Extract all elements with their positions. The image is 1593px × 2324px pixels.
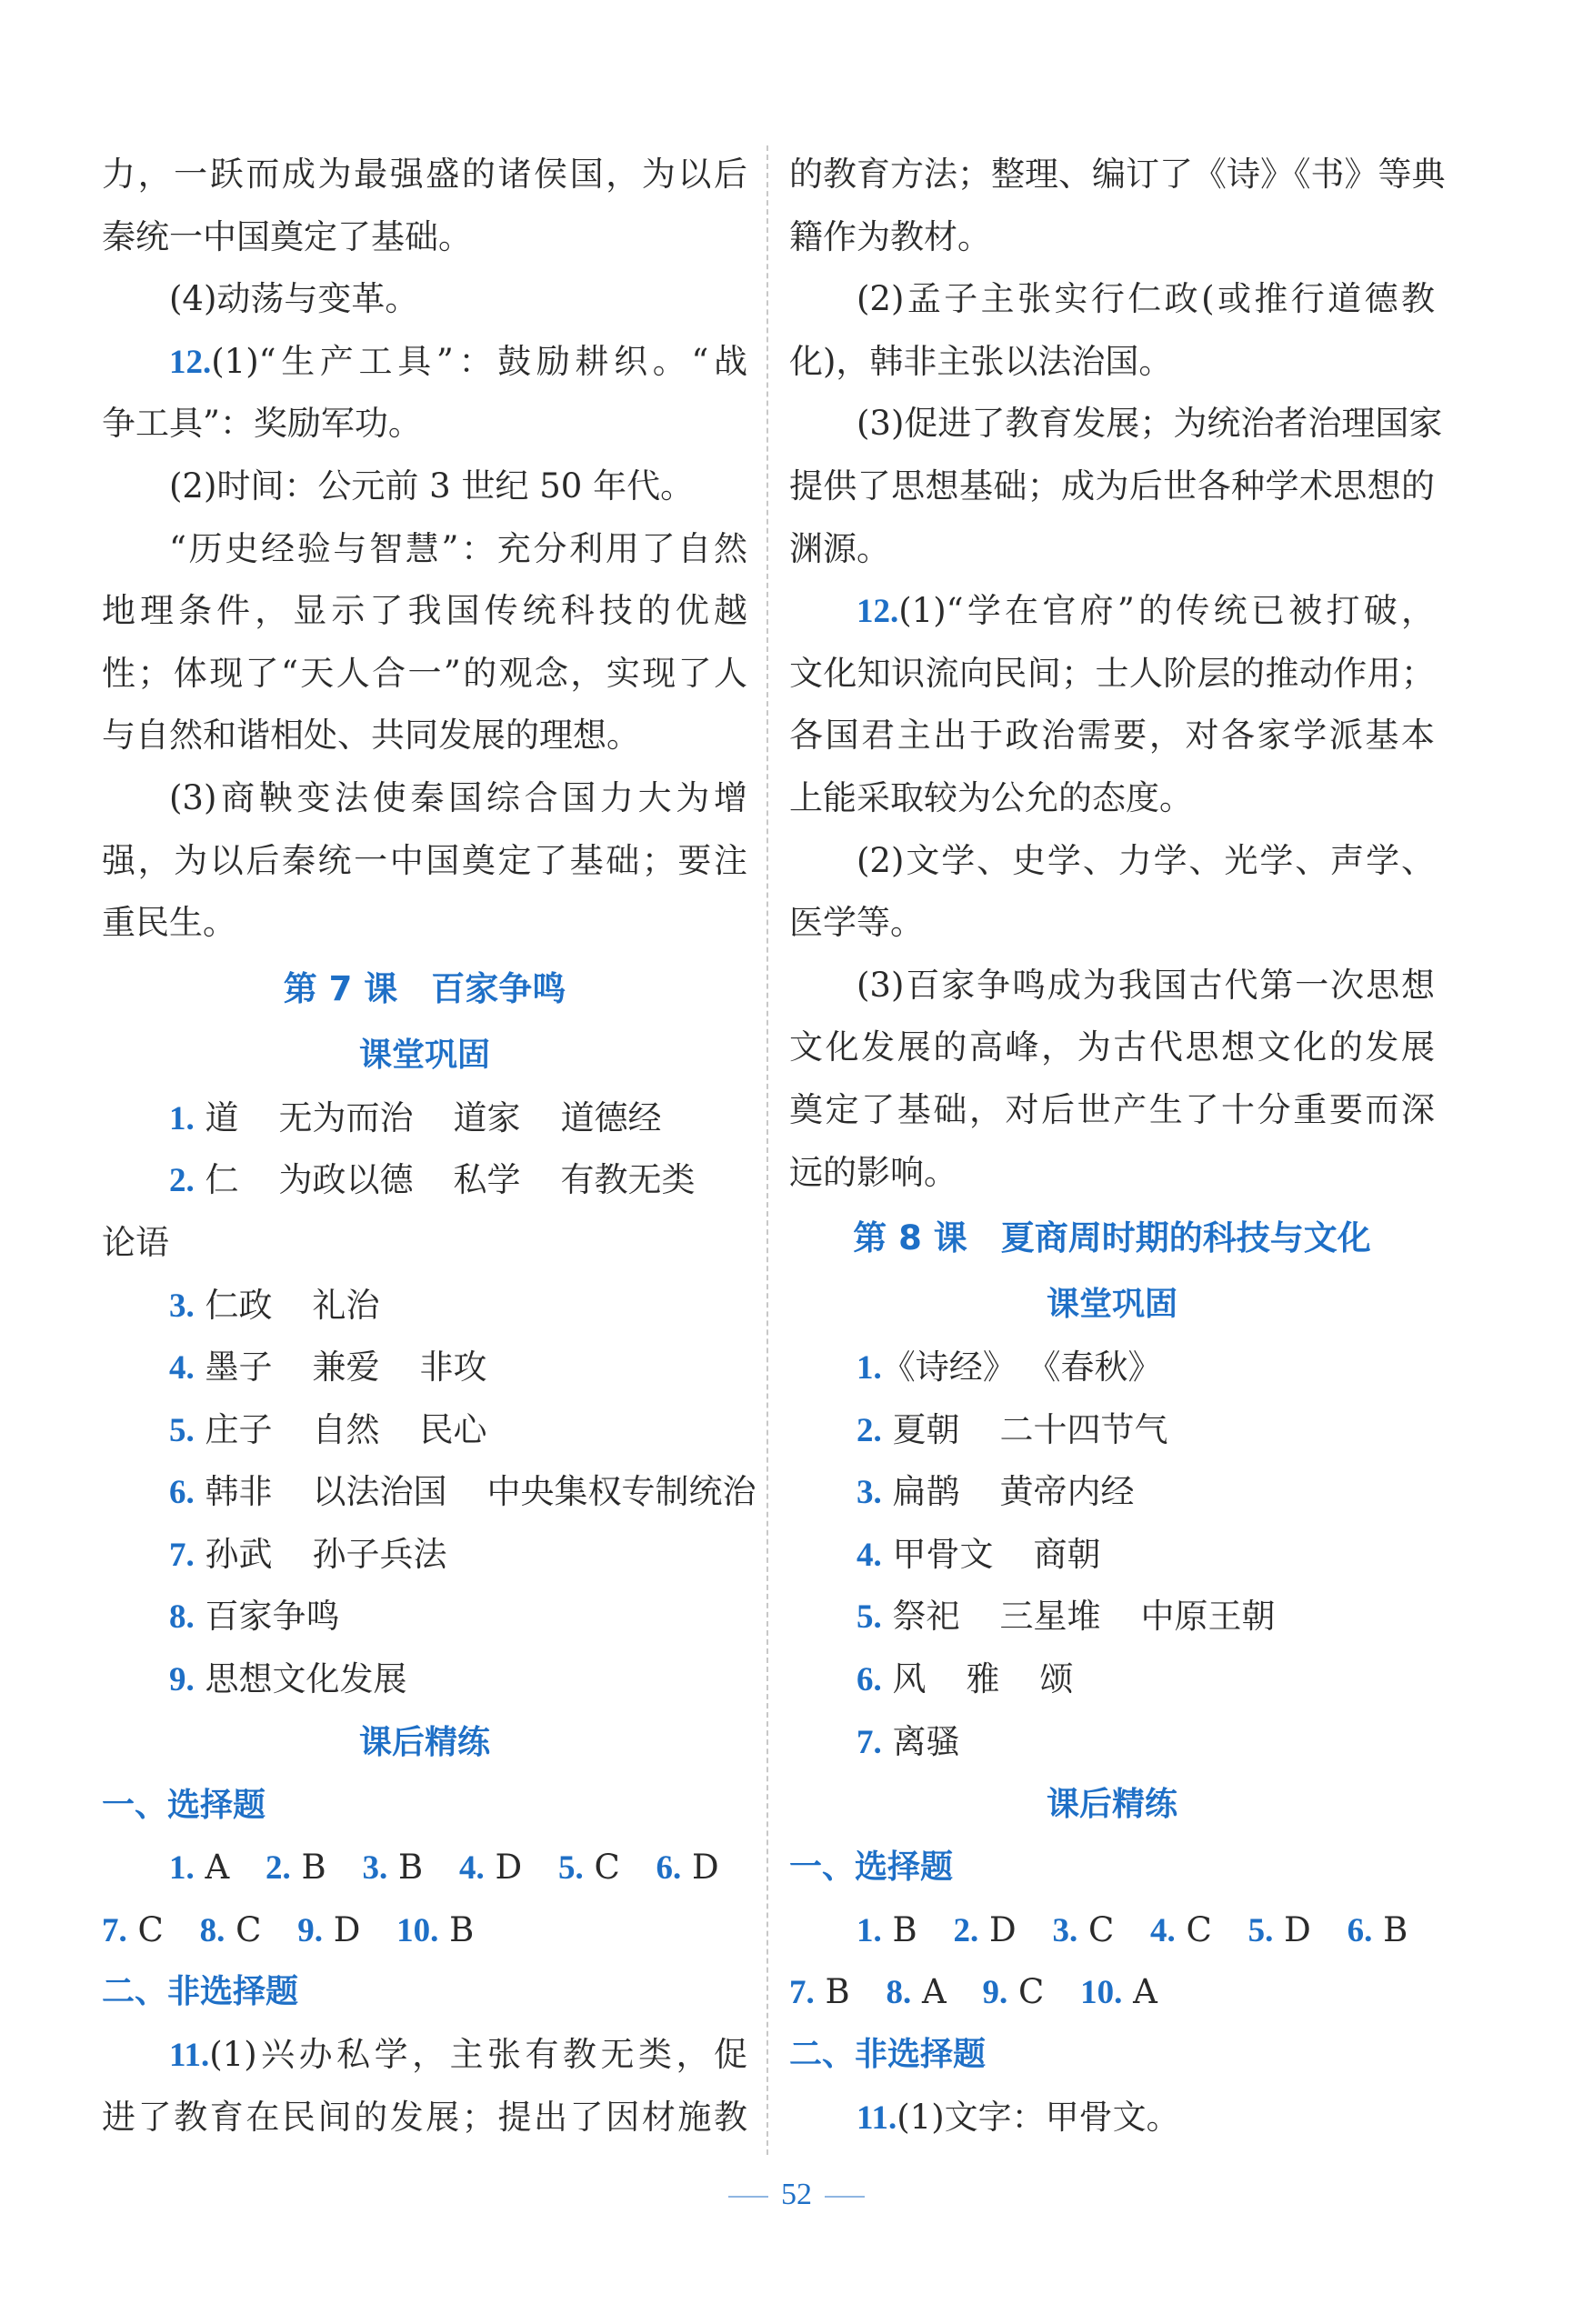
list-item: 6. 韩非 以法治国 中央集权专制统治 bbox=[169, 1472, 756, 1512]
left-column bbox=[102, 144, 756, 2149]
text-line: 远的影响。 bbox=[789, 1152, 957, 1192]
open-question-heading: 二、非选择题 bbox=[789, 2036, 987, 2074]
list-item: 4. 甲骨文 商朝 bbox=[857, 1534, 1101, 1574]
text-line: 的教育方法；整理、编订了《诗》《书》等典 bbox=[789, 155, 1446, 194]
list-item: 6. 风 雅 颂 bbox=[857, 1659, 1074, 1699]
text-line: 文化发展的高峰，为古代思想文化的发展 bbox=[789, 1027, 1435, 1067]
text-line: (4)动荡与变革。 bbox=[169, 279, 419, 319]
list-item: 1.《诗经》 《春秋》 bbox=[857, 1347, 1162, 1387]
text-line: 文化知识流向民间；士人阶层的推动作用； bbox=[789, 653, 1435, 693]
multiple-choice-heading: 一、选择题 bbox=[102, 1786, 266, 1824]
text-line: 强，为以后秦统一中国奠定了基础；要注 bbox=[102, 840, 747, 880]
text-line: 医学等。 bbox=[789, 903, 924, 943]
text-line: (3)百家争鸣成为我国古代第一次思想 bbox=[857, 965, 1435, 1005]
list-item: 2. 仁 为政以德 私学 有教无类 bbox=[169, 1160, 696, 1200]
list-item: 1. 道 无为而治 道家 道德经 bbox=[169, 1097, 662, 1137]
list-item: 2. 夏朝 二十四节气 bbox=[857, 1409, 1168, 1449]
list-item: 3. 仁政 礼治 bbox=[169, 1285, 380, 1325]
text-line: 地理条件，显示了我国传统科技的优越 bbox=[102, 591, 747, 631]
text-line: “历史经验与智慧”：充分利用了自然 bbox=[169, 528, 747, 568]
list-item: 5. 祭祀 三星堆 中原王朝 bbox=[857, 1597, 1276, 1637]
section-heading-practice: 课后精练 bbox=[358, 1723, 490, 1761]
lesson-7-title: 第 7 课 百家争鸣 bbox=[283, 968, 566, 1008]
list-item: 5. 庄子 自然 民心 bbox=[169, 1409, 487, 1449]
text-line: 奠定了基础，对后世产生了十分重要而深 bbox=[789, 1089, 1435, 1129]
list-item: 3. 扁鹊 黄帝内经 bbox=[857, 1472, 1135, 1512]
page-number-dash bbox=[728, 2196, 768, 2198]
text-line: 论语 bbox=[102, 1222, 169, 1262]
list-item: 8. 百家争鸣 bbox=[169, 1597, 340, 1637]
text-line: (2)时间：公元前 3 世纪 50 年代。 bbox=[169, 466, 695, 506]
text-line: 争工具”：奖励军功。 bbox=[102, 404, 422, 444]
list-item: 9. 思想文化发展 bbox=[169, 1659, 407, 1699]
list-item: 7. 孙武 孙子兵法 bbox=[169, 1534, 447, 1574]
right-column bbox=[789, 144, 1446, 2149]
answer-12 bbox=[102, 331, 747, 394]
mc-answers-row: 7. B 8. A 9. C 10. A bbox=[789, 1972, 1157, 2012]
text-line: 进了教育在民间的发展；提出了因材施教 bbox=[102, 2097, 747, 2137]
question-number: 12. bbox=[169, 343, 212, 381]
section-heading-practice: 课后精练 bbox=[1046, 1786, 1177, 1824]
mc-answers-row: 1. B 2. D 3. C 4. C 5. D 6. B bbox=[857, 1909, 1408, 1949]
column-divider bbox=[766, 145, 768, 2155]
answer-11: 11.(1)兴办私学，主张有教无类，促 bbox=[169, 2035, 747, 2075]
text-line: 各国君主出于政治需要，对各家学派基本 bbox=[789, 716, 1435, 756]
multiple-choice-heading: 一、选择题 bbox=[789, 1848, 954, 1887]
text-line: 重民生。 bbox=[102, 903, 236, 943]
text-line: 上能采取较为公允的态度。 bbox=[789, 777, 1193, 817]
text-line: 提供了思想基础；成为后世各种学术思想的 bbox=[789, 466, 1435, 506]
text-line: 渊源。 bbox=[789, 528, 890, 568]
answer-12: 12.(1)“学在官府”的传统已被打破， bbox=[857, 591, 1435, 631]
open-question-heading: 二、非选择题 bbox=[102, 1973, 299, 2011]
text-line: 力，一跃而成为最强盛的诸侯国，为以后 bbox=[102, 155, 747, 194]
text-line: (2)文学、史学、力学、光学、声学、 bbox=[857, 840, 1435, 880]
page-number-dash bbox=[825, 2196, 865, 2198]
list-item: 4. 墨子 兼爱 非攻 bbox=[169, 1347, 487, 1387]
list-item: 7. 离骚 bbox=[857, 1721, 960, 1761]
section-heading-consolidate: 课堂巩固 bbox=[358, 1036, 490, 1074]
text-line: (3)商鞅变法使秦国综合国力大为增 bbox=[169, 777, 747, 817]
page-number: 52 bbox=[0, 2178, 1593, 2212]
text-line: 与自然和谐相处、共同发展的理想。 bbox=[102, 716, 640, 756]
text-line: 籍作为教材。 bbox=[789, 216, 991, 256]
text-line: 性；体现了“天人合一”的观念，实现了人 bbox=[102, 653, 747, 693]
section-heading-consolidate: 课堂巩固 bbox=[1046, 1286, 1177, 1324]
text-line: (3)促进了教育发展；为统治者治理国家 bbox=[857, 404, 1443, 444]
lesson-8-title: 第 8 课 夏商周时期的科技与文化 bbox=[853, 1218, 1371, 1258]
text-line: 化)，韩非主张以法治国。 bbox=[789, 341, 1173, 381]
text-line: 秦统一中国奠定了基础。 bbox=[102, 216, 472, 256]
mc-answers-row: 7. C 8. C 9. D 10. B bbox=[102, 1909, 475, 1949]
text-line: (2)孟子主张实行仁政(或推行道德教 bbox=[857, 279, 1435, 319]
mc-answers-row: 1. A 2. B 3. B 4. D 5. C 6. D bbox=[169, 1848, 719, 1888]
answer-11: 11.(1)文字：甲骨文。 bbox=[857, 2097, 1180, 2137]
text-line: (1)“生产工具”：鼓励耕织。“战 bbox=[211, 341, 747, 381]
